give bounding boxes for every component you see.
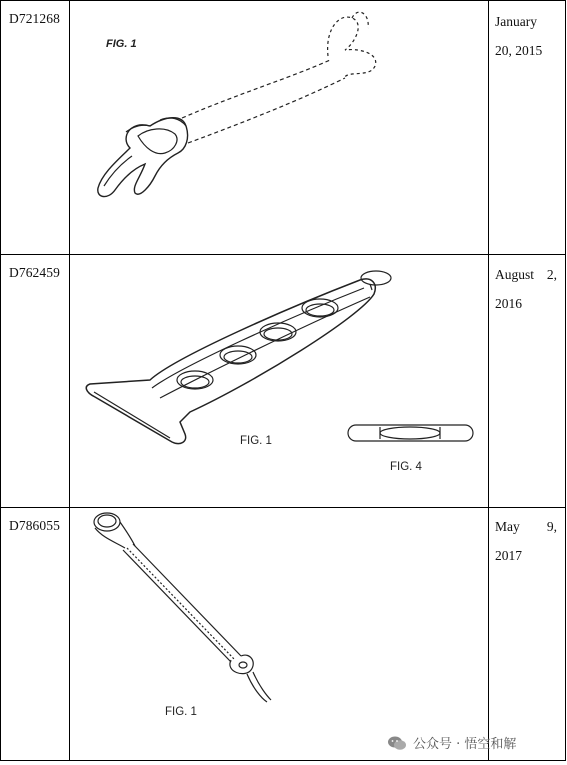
figure-label: FIG. 4: [390, 461, 422, 473]
watermark-text: 公众号 · 悟空和解: [413, 737, 517, 752]
column-divider: [69, 0, 70, 761]
patent-number: D786055: [9, 518, 60, 533]
watermark: [387, 733, 516, 752]
patent-drawing-strap: [90, 8, 390, 208]
issue-date: May 9, 2017: [495, 519, 557, 563]
figure-label: FIG. 1: [106, 38, 137, 50]
table-border-top: [0, 0, 566, 1]
patent-number: D762459: [9, 265, 60, 280]
column-divider: [488, 0, 489, 761]
row-divider: [0, 507, 566, 508]
patent-drawing-paddle: [80, 262, 410, 462]
patent-drawing-lever: [85, 510, 285, 720]
figure-label: FIG. 1: [165, 706, 197, 718]
issue-date: January 20, 2015: [495, 14, 543, 58]
row-divider: [0, 254, 566, 255]
table-border-right: [565, 0, 566, 761]
figure-label: FIG. 1: [240, 435, 272, 447]
patent-number: D721268: [9, 11, 60, 26]
issue-date: August 2, 2016: [495, 267, 557, 311]
table-border-bottom: [0, 760, 566, 761]
table-border-left: [0, 0, 1, 761]
wechat-icon: [387, 735, 407, 751]
